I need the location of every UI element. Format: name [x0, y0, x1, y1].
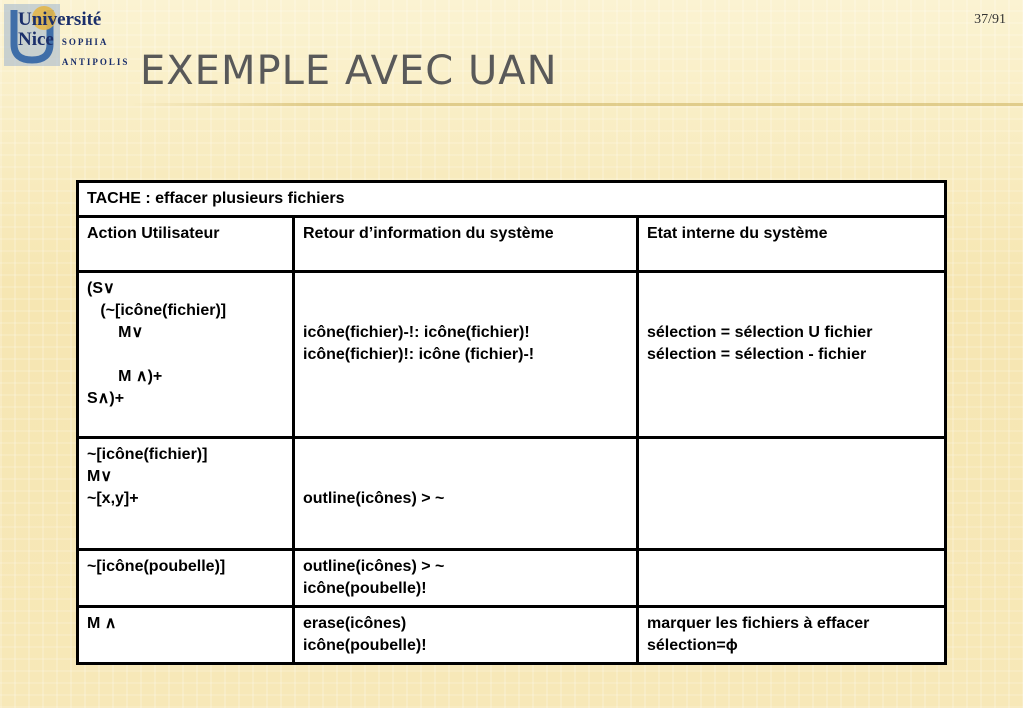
task-cell: TACHE : effacer plusieurs fichiers [78, 182, 946, 217]
logo-universite: Université [18, 9, 102, 30]
cell-line [303, 444, 628, 466]
cell-line: M∨ [87, 468, 113, 485]
cell-line: erase(icônes) [303, 615, 407, 632]
logo-nice: Nice [18, 29, 54, 50]
cell-line: sélection = sélection U fichier [647, 324, 873, 341]
state-cell [638, 607, 946, 664]
feedback-cell [294, 438, 638, 550]
cell-line: sélection = sélection - fichier [647, 346, 867, 363]
table-row [78, 550, 946, 607]
cell-line: outline(icônes) > ~ [303, 558, 445, 575]
state-cell [638, 272, 946, 438]
cell-line: ~[x,y]+ [87, 490, 139, 507]
cell-line: icône(poubelle)! [303, 580, 427, 597]
cell-line [647, 278, 936, 300]
table-row [78, 438, 946, 550]
cell-line: M ∧)+ [87, 368, 163, 385]
feedback-cell [294, 272, 638, 438]
cell-line: outline(icônes) > ~ [303, 490, 445, 507]
logo-sophia-antipolis: SOPHIA ANTIPOLIS [61, 37, 130, 67]
cell-line: icône(fichier)!: icône (fichier)-! [303, 346, 535, 363]
column-header-feedback: Retour d’information du système [294, 217, 638, 272]
table-row [78, 607, 946, 664]
cell-line [303, 278, 628, 300]
table-header-row [78, 217, 946, 272]
cell-line: marquer les fichiers à effacer [647, 615, 870, 632]
column-header-action: Action Utilisateur [78, 217, 294, 272]
slide-title: EXEMPLE AVEC UAN [140, 48, 558, 94]
cell-line: icône(fichier)-!: icône(fichier)! [303, 324, 530, 341]
cell-line [303, 300, 628, 322]
cell-line: ~[icône(fichier)] [87, 446, 208, 463]
cell-line [647, 300, 936, 322]
action-cell [78, 550, 294, 607]
action-cell [78, 607, 294, 664]
feedback-cell [294, 607, 638, 664]
cell-line: (~[icône(fichier)] [87, 302, 227, 319]
title-underline [130, 103, 1023, 106]
cell-line: M ∧ [87, 615, 117, 632]
action-cell [78, 438, 294, 550]
cell-line [303, 466, 628, 488]
cell-line: sélection=ϕ [647, 637, 738, 654]
column-header-state: Etat interne du système [638, 217, 946, 272]
feedback-cell [294, 550, 638, 607]
cell-line: ~[icône(poubelle)] [87, 558, 226, 575]
action-cell [78, 272, 294, 438]
cell-line: (S∨ [87, 280, 115, 297]
state-cell [638, 438, 946, 550]
cell-line [87, 344, 284, 366]
state-cell [638, 550, 946, 607]
table-row-task [78, 182, 946, 217]
cell-line: icône(poubelle)! [303, 637, 427, 654]
table-row [78, 272, 946, 438]
cell-line: S∧)+ [87, 390, 125, 407]
uan-table [76, 180, 947, 665]
page-number: 37/91 [974, 12, 1006, 27]
cell-line: M∨ [87, 324, 144, 341]
